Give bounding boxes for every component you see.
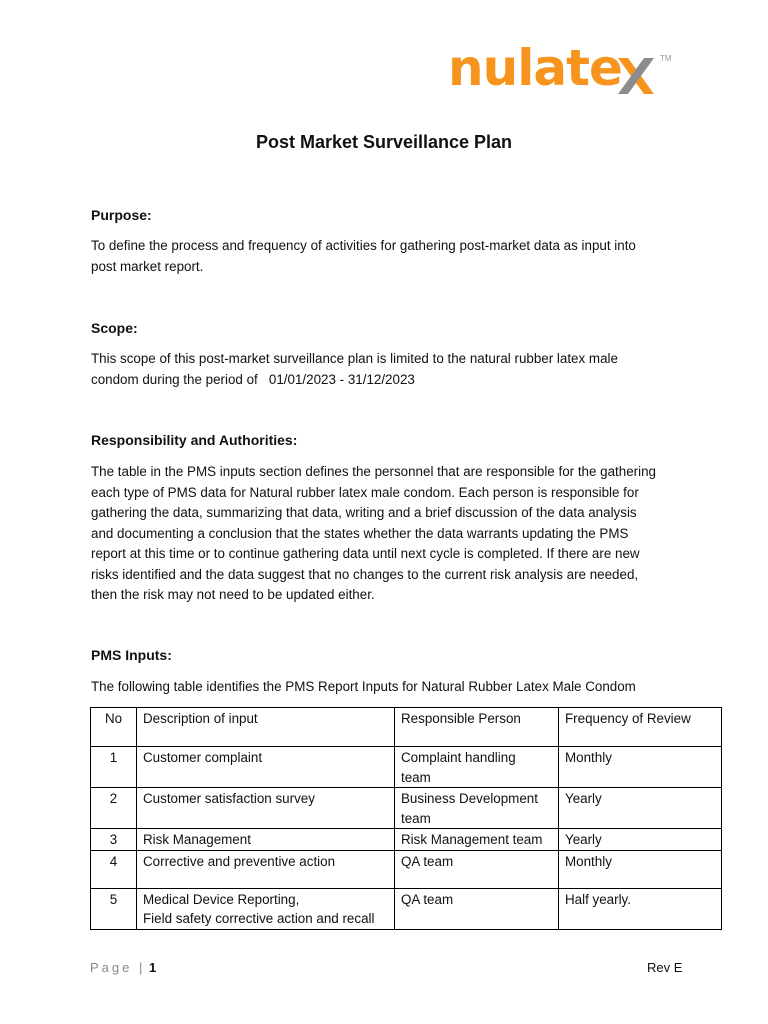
- cell-line: Customer complaint: [143, 750, 263, 765]
- company-logo: [448, 40, 678, 104]
- logo-wordmark: nulate: [448, 39, 622, 97]
- header-no: No: [91, 708, 137, 747]
- purpose-heading: Purpose:: [91, 207, 152, 223]
- cell-line: Risk Management: [143, 832, 251, 847]
- cell-no: 4: [91, 850, 137, 888]
- cell-no: 5: [91, 888, 137, 929]
- cell-frequency: Yearly: [559, 829, 722, 851]
- scope-line: This scope of this post-market surveillance plan is limited to the natural rubber latex male: [91, 351, 618, 366]
- cell-responsible: [395, 829, 559, 851]
- cell-frequency: Monthly: [559, 747, 722, 788]
- scope-line: condom during the period of 01/01/2023 - 31/12/2023: [91, 371, 415, 387]
- cell-description: [137, 888, 395, 929]
- cell-frequency: Half yearly.: [559, 888, 722, 929]
- pms-inputs-heading: PMS Inputs:: [91, 647, 172, 663]
- page-label: Page: [90, 960, 133, 975]
- cell-line: Medical Device Reporting,: [143, 891, 300, 907]
- cell-line: QA team: [401, 891, 454, 907]
- revision-label: Rev E: [647, 960, 683, 975]
- header-description: Description of input: [137, 708, 395, 747]
- responsibility-text: [91, 462, 691, 606]
- table-row: [91, 829, 722, 851]
- responsibility-line: and documenting a conclusion that the states whether the data warrants updating the PMS: [91, 525, 629, 541]
- responsibility-line: each type of PMS data for Natural rubber latex male condom. Each person is responsible for: [91, 484, 639, 500]
- cell-no: 2: [91, 788, 137, 829]
- scope-text: [91, 349, 691, 390]
- responsibility-line: risks identified and the data suggest that no changes to the current risk analysis are needed,: [91, 566, 639, 582]
- cell-line: QA team: [401, 853, 454, 869]
- cell-no: 1: [91, 747, 137, 788]
- cell-line: Customer satisfaction survey: [143, 791, 315, 806]
- pms-inputs-intro: The following table identifies the PMS Report Inputs for Natural Rubber Latex Male Condom: [91, 679, 636, 694]
- pms-inputs-table: [90, 707, 722, 930]
- purpose-line: To define the process and frequency of activities for gathering post-market data as input into: [91, 238, 636, 253]
- responsibility-line: gathering the data, summarizing that data, writing and a brief discussion of the data analysis: [91, 505, 637, 520]
- responsibility-line: then the risk may not need to be updated either.: [91, 587, 375, 602]
- table-row: [91, 788, 722, 829]
- cell-description: [137, 788, 395, 829]
- responsibility-line: The table in the PMS inputs section defines the personnel that are responsible for the gathering: [91, 464, 656, 479]
- cell-description: [137, 850, 395, 888]
- table-row: [91, 888, 722, 929]
- page-number: 1: [149, 960, 157, 975]
- cell-responsible: [395, 888, 559, 929]
- cell-line: Field safety corrective action and recall: [143, 911, 375, 926]
- cell-line: Complaint handling: [401, 750, 516, 765]
- cell-responsible: [395, 788, 559, 829]
- cell-frequency: Yearly: [559, 788, 722, 829]
- logo-x-mark: [618, 54, 654, 94]
- table-row: [91, 850, 722, 888]
- responsibility-heading: Responsibility and Authorities:: [91, 432, 298, 448]
- cell-line: Corrective and preventive action: [143, 853, 336, 869]
- cell-responsible: [395, 850, 559, 888]
- page-title: Post Market Surveillance Plan: [255, 132, 513, 152]
- purpose-text: [91, 236, 691, 277]
- cell-line: Business Development: [401, 791, 538, 806]
- cell-no: 3: [91, 829, 137, 851]
- logo-trademark: TM: [660, 54, 672, 63]
- page-footer: [90, 960, 156, 975]
- table-header-row: [91, 708, 722, 747]
- cell-frequency: Monthly: [559, 850, 722, 888]
- header-responsible: Responsible Person: [395, 708, 559, 747]
- header-frequency: Frequency of Review: [559, 708, 722, 747]
- cell-line: team: [401, 769, 431, 785]
- cell-description: [137, 747, 395, 788]
- cell-line: team: [401, 810, 431, 826]
- cell-description: [137, 829, 395, 851]
- cell-line: Risk Management team: [401, 832, 543, 847]
- table-row: [91, 747, 722, 788]
- page-separator: |: [139, 960, 143, 975]
- cell-responsible: [395, 747, 559, 788]
- purpose-line: post market report.: [91, 258, 204, 274]
- responsibility-line: report at this time or to continue gathering data until next cycle is completed. If there are new: [91, 546, 640, 561]
- scope-heading: Scope:: [91, 320, 138, 336]
